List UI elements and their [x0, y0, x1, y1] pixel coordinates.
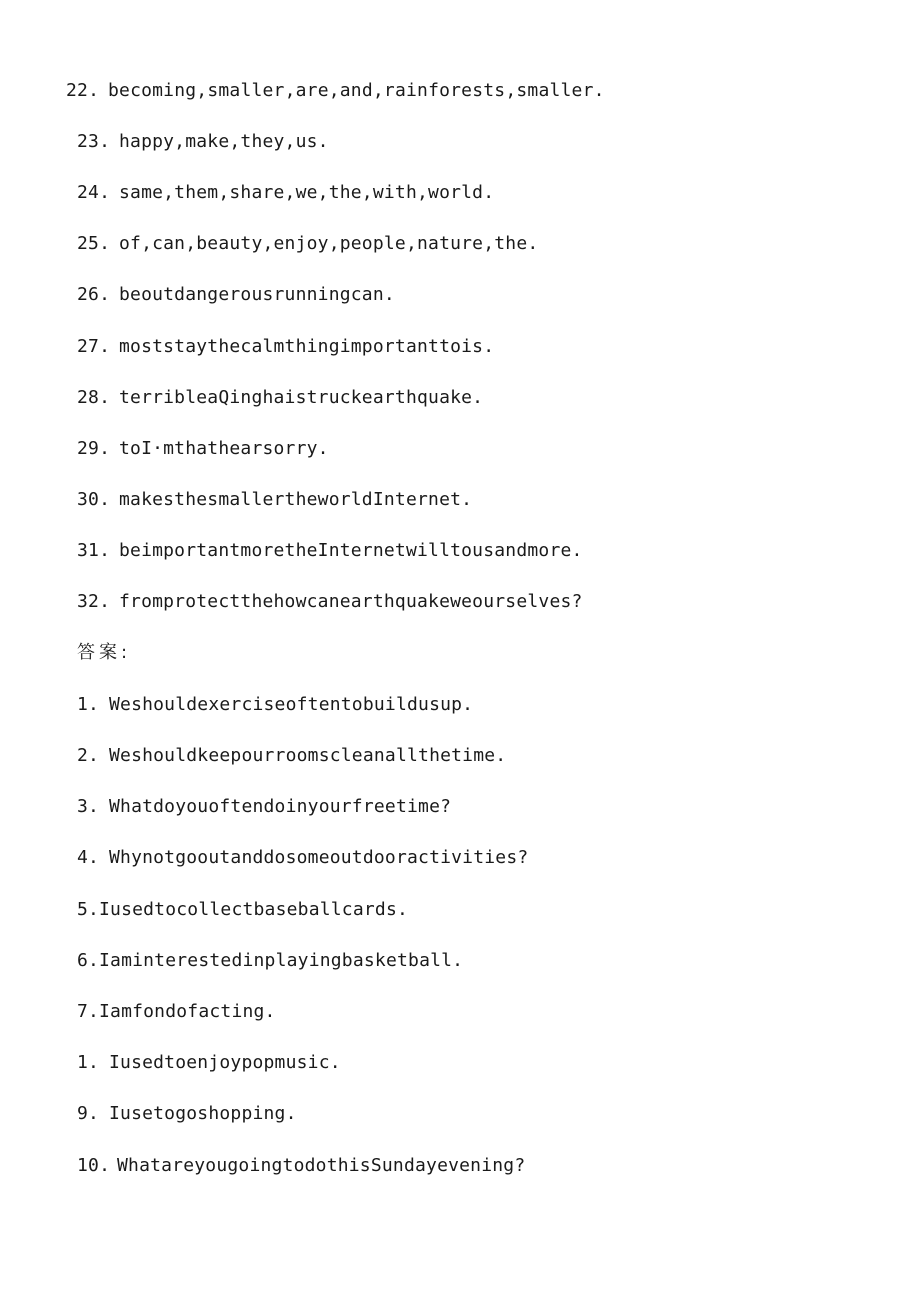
question-number: 30.	[77, 489, 111, 510]
answer-text: Iusetogoshopping.	[109, 1103, 297, 1124]
answer-number: 10.	[77, 1155, 111, 1176]
answer-number: 9.	[77, 1103, 100, 1124]
question-item	[77, 537, 583, 565]
answer-item	[77, 1100, 297, 1128]
answer-text: Iamfondofacting.	[99, 1001, 276, 1022]
answer-number: 1.	[77, 1052, 100, 1073]
answer-item	[77, 947, 463, 975]
question-text: beoutdangerousrunningcan.	[119, 284, 395, 305]
answer-item	[77, 793, 451, 821]
question-text: becoming,smaller,are,and,rainforests,smaller.	[108, 80, 605, 101]
question-number: 25.	[77, 233, 111, 254]
question-number: 32.	[77, 591, 111, 612]
answer-number: 5.	[77, 899, 100, 920]
question-number: 24.	[77, 182, 111, 203]
question-text: fromprotectthehowcanearthquakeweourselves?	[119, 591, 583, 612]
answer-text: Whynotgooutanddosomeoutdooractivities?	[109, 847, 529, 868]
question-number: 22.	[66, 80, 100, 101]
question-item	[77, 230, 538, 258]
question-text: terribleaQinghaistruckearthquake.	[119, 387, 484, 408]
answer-item	[77, 742, 506, 770]
answer-item	[77, 691, 473, 719]
answer-text: Weshouldkeepourroomscleanallthetime.	[109, 745, 507, 766]
question-number: 28.	[77, 387, 111, 408]
answer-number: 2.	[77, 745, 100, 766]
question-item	[77, 486, 472, 514]
answer-item	[77, 1152, 525, 1180]
answer-text: Iusedtoenjoypopmusic.	[109, 1052, 341, 1073]
question-item	[77, 588, 583, 616]
question-item	[77, 384, 483, 412]
answer-text: Iaminterestedinplayingbasketball.	[99, 950, 464, 971]
answer-item	[77, 998, 276, 1026]
question-text: of,can,beauty,enjoy,people,nature,the.	[119, 233, 539, 254]
question-number: 29.	[77, 438, 111, 459]
answer-item	[77, 1049, 341, 1077]
answer-text: Iusedtocollectbaseballcards.	[99, 899, 409, 920]
question-item	[77, 128, 329, 156]
question-text: toI·mthathearsorry.	[119, 438, 329, 459]
question-number: 27.	[77, 336, 111, 357]
question-item	[77, 333, 494, 361]
answer-number: 6.	[77, 950, 100, 971]
question-item	[66, 77, 605, 105]
question-item	[77, 281, 395, 309]
question-item	[77, 179, 494, 207]
answer-text: Whatdoyouoftendoinyourfreetime?	[109, 796, 452, 817]
answer-item	[77, 844, 528, 872]
answer-number: 4.	[77, 847, 100, 868]
question-number: 23.	[77, 131, 111, 152]
answer-number: 7.	[77, 1001, 100, 1022]
answer-number: 3.	[77, 796, 100, 817]
answer-text: Weshouldexerciseoftentobuildusup.	[109, 694, 474, 715]
question-text: makesthesmallertheworldInternet.	[119, 489, 473, 510]
question-text: happy,make,they,us.	[119, 131, 329, 152]
question-text: same,them,share,we,the,with,world.	[119, 182, 495, 203]
question-text: moststaythecalmthingimportanttois.	[119, 336, 495, 357]
answers-heading: 答案:	[77, 642, 132, 663]
answer-item	[77, 896, 408, 924]
question-number: 26.	[77, 284, 111, 305]
answer-text: WhatareyougoingtodothisSundayevening?	[117, 1155, 526, 1176]
question-number: 31.	[77, 540, 111, 561]
question-text: beimportantmoretheInternetwilltousandmore.	[119, 540, 583, 561]
answer-number: 1.	[77, 694, 100, 715]
question-item	[77, 435, 329, 463]
